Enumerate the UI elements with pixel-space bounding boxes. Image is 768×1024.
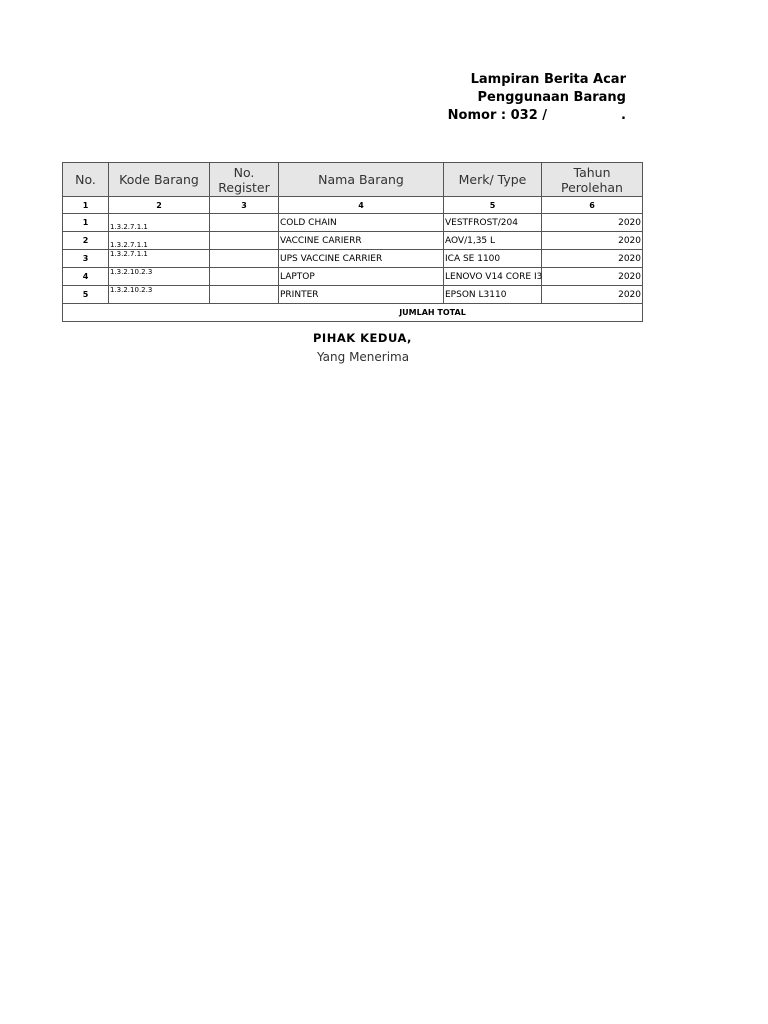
table-row xyxy=(63,232,643,250)
cell-merk: VESTFROST/204 xyxy=(444,214,542,232)
table-row xyxy=(63,250,643,268)
table-row xyxy=(63,214,643,232)
cell-nama: LAPTOP xyxy=(279,268,444,286)
col-header-kode: Kode Barang xyxy=(109,163,210,197)
cell-no: 2 xyxy=(63,232,109,250)
cell-register xyxy=(210,232,279,250)
total-row xyxy=(63,304,643,322)
column-number-row xyxy=(63,197,643,214)
cell-kode: 1.3.2.7.1.1 xyxy=(109,232,210,250)
header-title: Lampiran Berita Acar xyxy=(470,72,626,87)
cell-nama: UPS VACCINE CARRIER xyxy=(279,250,444,268)
cell-kode: 1.3.2.10.2.3 xyxy=(109,268,210,286)
col-number: 2 xyxy=(109,197,210,214)
cell-no: 4 xyxy=(63,268,109,286)
col-header-register: No. Register xyxy=(210,163,279,197)
cell-nama: VACCINE CARIERR xyxy=(279,232,444,250)
cell-nama: PRINTER xyxy=(279,286,444,304)
cell-tahun: 2020 xyxy=(542,232,643,250)
header-subtitle: Penggunaan Barang xyxy=(477,90,626,105)
header-number xyxy=(448,108,626,123)
cell-kode: 1.3.2.7.1.1 xyxy=(109,214,210,232)
cell-tahun: 2020 xyxy=(542,214,643,232)
cell-kode: 1.3.2.10.2.3 xyxy=(109,286,210,304)
cell-merk: LENOVO V14 CORE I3 xyxy=(444,268,542,286)
cell-merk: EPSON L3110 xyxy=(444,286,542,304)
col-number: 4 xyxy=(279,197,444,214)
cell-register xyxy=(210,250,279,268)
table-row xyxy=(63,286,643,304)
col-number: 1 xyxy=(63,197,109,214)
table-row xyxy=(63,268,643,286)
cell-register xyxy=(210,268,279,286)
cell-nama: COLD CHAIN xyxy=(279,214,444,232)
cell-tahun: 2020 xyxy=(542,250,643,268)
cell-merk: ICA SE 1100 xyxy=(444,250,542,268)
col-number: 3 xyxy=(210,197,279,214)
col-header-tahun: Tahun Perolehan xyxy=(542,163,643,197)
table-header-row xyxy=(63,163,643,197)
total-label: JUMLAH TOTAL xyxy=(63,304,643,322)
cell-no: 3 xyxy=(63,250,109,268)
cell-no: 1 xyxy=(63,214,109,232)
cell-no: 5 xyxy=(63,286,109,304)
cell-register xyxy=(210,286,279,304)
col-header-nama: Nama Barang xyxy=(279,163,444,197)
cell-tahun: 2020 xyxy=(542,268,643,286)
signature-subtitle: Yang Menerima xyxy=(317,350,410,364)
number-suffix: . xyxy=(621,108,626,123)
cell-kode: 1.3.2.7.1.1 xyxy=(109,250,210,268)
cell-merk: AOV/1,35 L xyxy=(444,232,542,250)
cell-register xyxy=(210,214,279,232)
signature-title: PIHAK KEDUA, xyxy=(313,331,412,345)
cell-tahun: 2020 xyxy=(542,286,643,304)
number-prefix: Nomor : 032 / xyxy=(447,108,548,123)
col-header-no: No. xyxy=(63,163,109,197)
col-header-merk: Merk/ Type xyxy=(444,163,542,197)
col-number: 5 xyxy=(444,197,542,214)
asset-table xyxy=(62,162,643,322)
col-number: 6 xyxy=(542,197,643,214)
